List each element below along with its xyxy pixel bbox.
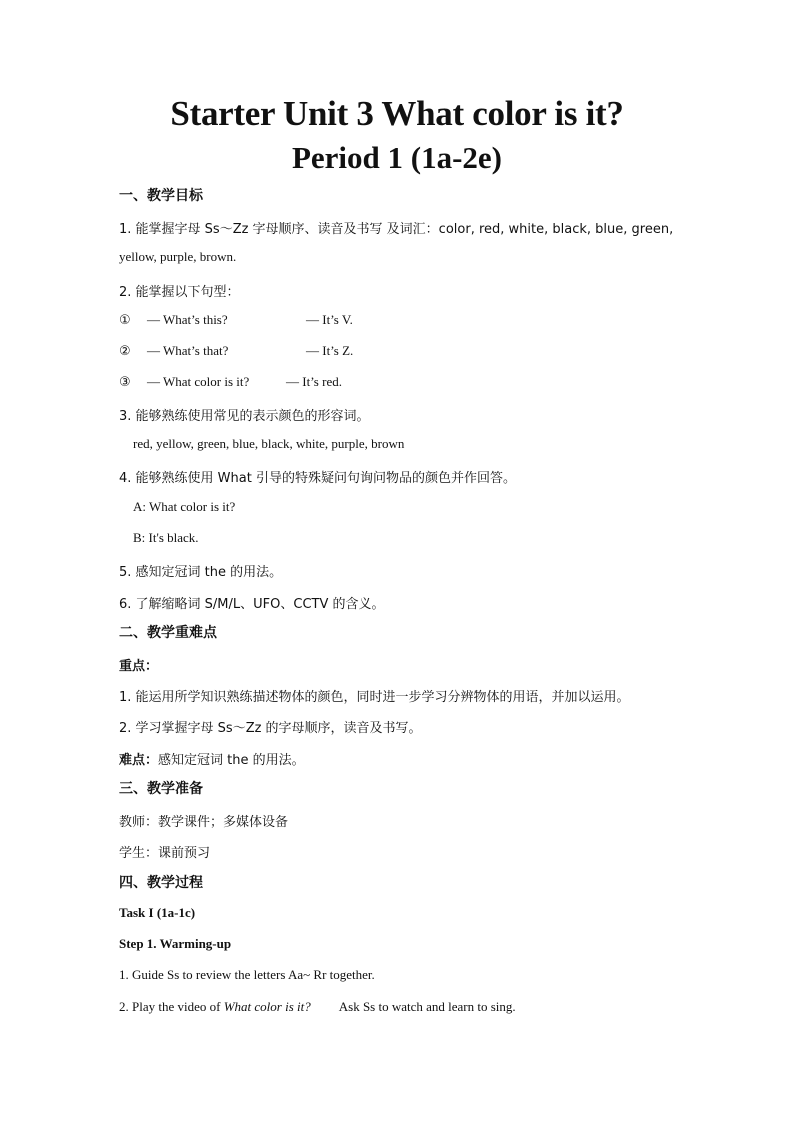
objective-3: 3. 能够熟练使用常见的表示颜色的形容词。 [119,409,370,424]
objective-4: 4. 能够熟练使用 What 引导的特殊疑问句询问物品的颜色并作回答。 [119,471,516,486]
step-heading: Step 1. Warming-up [119,936,232,951]
difficult-label: 难点： [119,753,159,768]
document-title: Starter Unit 3 What color is it? [170,94,624,133]
objective-6: 6. 了解缩略词 S/M/L、UFO、CCTV 的含义。 [119,597,385,612]
key-point-1: 1. 能运用所学知识熟练描述物体的颜色，同时进一步学习分辨物体的用语，并加以运用。 [119,690,630,705]
difficult-point [119,749,305,768]
process-item-2 [119,999,516,1015]
section-heading-objectives: 一、教学目标 [119,188,203,204]
dialog-number: ① [119,313,131,328]
task-heading: Task I (1a-1c) [119,905,196,920]
section-heading-preparation: 三、教学准备 [119,781,203,797]
student-preparation: 学生：课前预习 [119,846,211,861]
section-heading-process: 四、教学过程 [119,875,203,891]
key-point-2: 2. 学习掌握字母 Ss～Zz 的字母顺序，读音及书写。 [119,721,422,736]
dialog-answer: — It’s V. [306,312,353,327]
dialog-2 [119,343,354,359]
process-item-2-suffix: Ask Ss to watch and learn to sing. [338,999,516,1014]
example-a: A: What color is it? [133,499,236,514]
dialog-answer: — It’s red. [286,374,342,389]
dialog-number: ③ [119,375,131,390]
dialog-question: — What’s this? [147,312,228,327]
section-heading-key-points: 二、教学重难点 [119,625,217,641]
dialog-answer: — It’s Z. [306,343,354,358]
objective-5: 5. 感知定冠词 the 的用法。 [119,565,283,580]
objective-1-continued: yellow, purple, brown. [119,249,237,264]
process-item-2-prefix: 2. Play the video of [119,999,224,1014]
objective-2: 2. 能掌握以下句型： [119,285,240,300]
key-points-label: 重点： [119,659,159,674]
dialog-question: — What’s that? [147,343,229,358]
dialog-number: ② [119,344,131,359]
dialog-1 [119,312,353,328]
document-subtitle: Period 1 (1a-2e) [291,140,503,175]
example-b: B: It's black. [133,530,199,545]
difficult-text: 感知定冠词 the 的用法。 [158,753,305,768]
video-title: What color is it? [223,999,311,1014]
dialog-question: — What color is it? [147,374,250,389]
process-item-1: 1. Guide Ss to review the letters Aa~ Rr together. [119,967,375,982]
teacher-preparation: 教师：教学课件；多媒体设备 [119,815,289,830]
dialog-3 [119,374,342,390]
objective-1: 1. 能掌握字母 Ss～Zz 字母顺序、读音及书写 及词汇：color, red, white, black, blue, green, [119,222,674,237]
color-words: red, yellow, green, blue, black, white, purple, brown [133,436,405,451]
